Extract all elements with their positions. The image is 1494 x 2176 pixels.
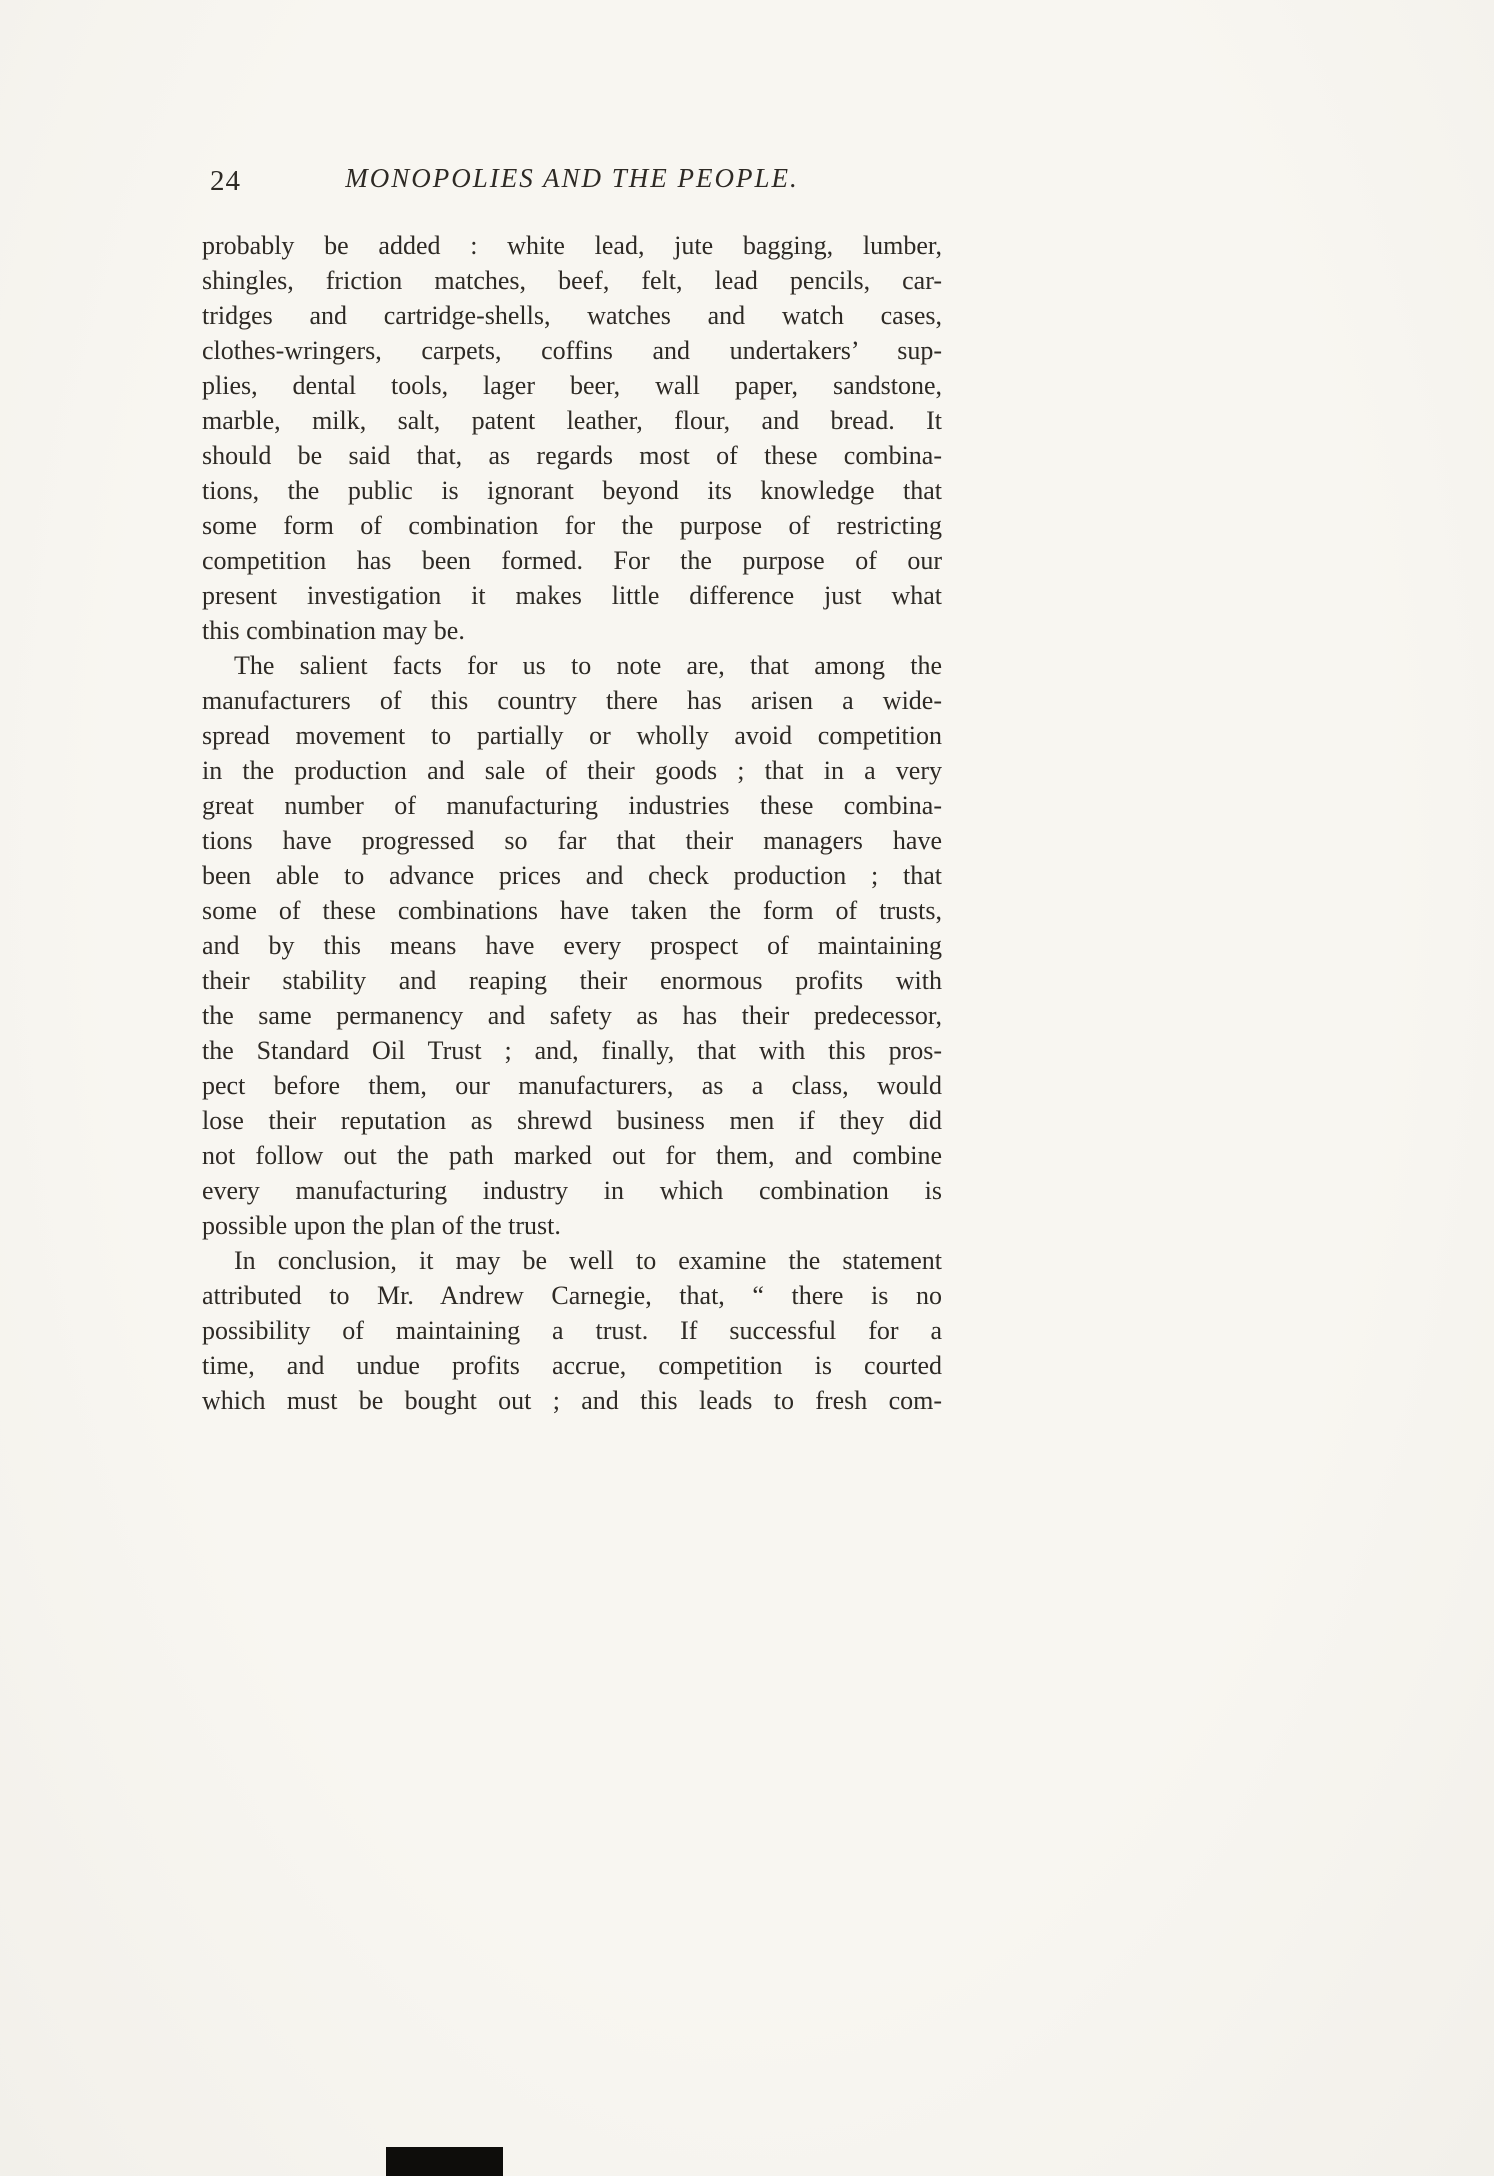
text-line: In conclusion, it may be well to examine the statement — [234, 1246, 942, 1275]
text-line: some form of combination for the purpose of restricting — [202, 511, 942, 540]
text-line: should be said that, as regards most of these combina- — [202, 441, 942, 470]
text-line: shingles, friction matches, beef, felt, lead pencils, car- — [202, 266, 942, 295]
running-title: MONOPOLIES AND THE PEOPLE. — [345, 163, 799, 193]
text-line: spread movement to partially or wholly avoid competition — [202, 721, 942, 750]
text-line: attributed to Mr. Andrew Carnegie, that, “ there is no — [202, 1281, 942, 1310]
text-line: probably be added : white lead, jute bagging, lumber, — [202, 231, 942, 260]
text-line: not follow out the path marked out for them, and combine — [202, 1141, 942, 1170]
text-line: The salient facts for us to note are, that among the — [234, 651, 942, 680]
text-line: great number of manufacturing industries these combina- — [202, 791, 942, 820]
text-line: possible upon the plan of the trust. — [202, 1211, 561, 1240]
text-line: in the production and sale of their goods ; that in a very — [202, 756, 942, 785]
text-line: manufacturers of this country there has arisen a wide- — [202, 686, 942, 715]
page-header — [202, 163, 942, 203]
text-line: possibility of maintaining a trust. If successful for a — [202, 1316, 942, 1345]
paragraph — [202, 648, 942, 1243]
text-line: lose their reputation as shrewd business men if they did — [202, 1106, 942, 1135]
text-line: pect before them, our manufacturers, as a class, would — [202, 1071, 942, 1100]
text-line: tions, the public is ignorant beyond its knowledge that — [202, 476, 942, 505]
text-line: time, and undue profits accrue, competition is courted — [202, 1351, 942, 1380]
text-line: tions have progressed so far that their managers have — [202, 826, 942, 855]
page-body — [202, 228, 942, 1418]
text-line: this combination may be. — [202, 616, 465, 645]
text-line: the same permanency and safety as has their predecessor, — [202, 1001, 942, 1030]
text-line: the Standard Oil Trust ; and, finally, that with this pros- — [202, 1036, 942, 1065]
paragraph — [202, 228, 942, 648]
text-line: their stability and reaping their enormous profits with — [202, 966, 942, 995]
text-line: been able to advance prices and check production ; that — [202, 861, 942, 890]
text-line: plies, dental tools, lager beer, wall paper, sandstone, — [202, 371, 942, 400]
text-line: and by this means have every prospect of maintaining — [202, 931, 942, 960]
text-line: present investigation it makes little difference just what — [202, 581, 942, 610]
page-number: 24 — [210, 165, 241, 197]
text-line: clothes-wringers, carpets, coffins and undertakers’ sup- — [202, 336, 942, 365]
text-line: which must be bought out ; and this leads to fresh com- — [202, 1386, 942, 1415]
text-line: competition has been formed. For the purpose of our — [202, 546, 942, 575]
scan-artifact — [386, 2147, 503, 2176]
text-line: some of these combinations have taken the form of trusts, — [202, 896, 942, 925]
paragraph — [202, 1243, 942, 1418]
text-line: every manufacturing industry in which combination is — [202, 1176, 942, 1205]
text-line: tridges and cartridge-shells, watches and watch cases, — [202, 301, 942, 330]
text-line: marble, milk, salt, patent leather, flour, and bread. It — [202, 406, 942, 435]
